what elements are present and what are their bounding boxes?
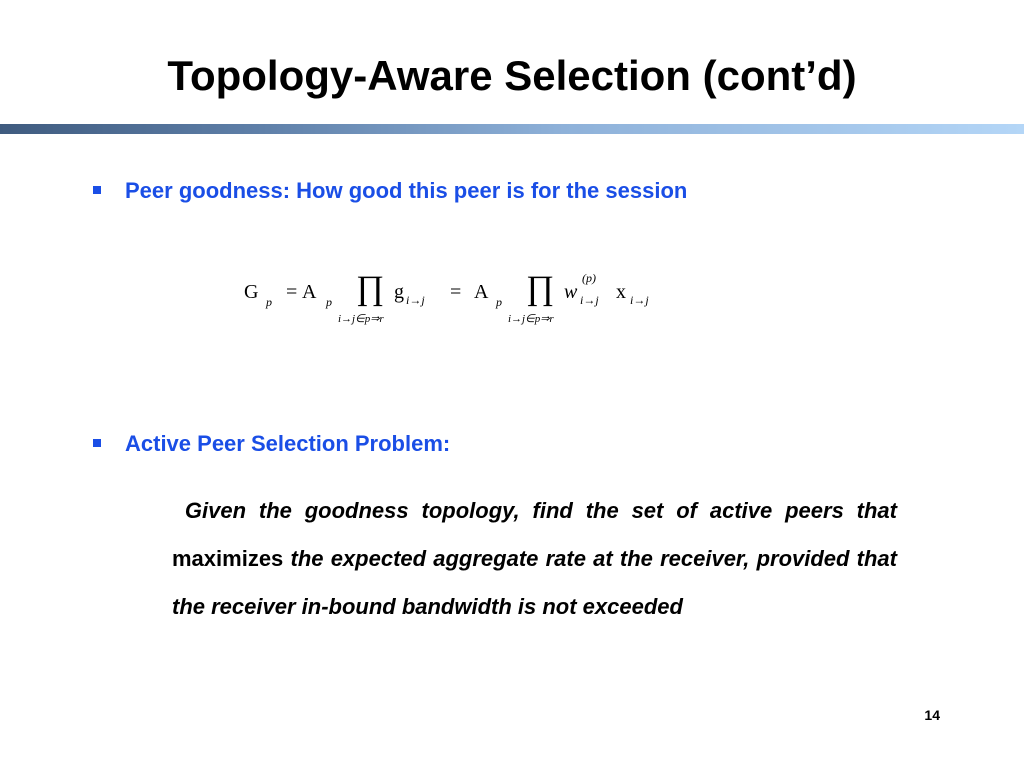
bullet-text: Peer goodness: How good this peer is for the session — [125, 178, 688, 203]
problem-text-part1: Given the goodness topology, find the set of active peers that — [184, 498, 897, 523]
formula-a2-sub: p — [496, 295, 502, 309]
goodness-formula — [238, 268, 698, 338]
bullet-text: Active Peer Selection Problem: — [125, 431, 451, 456]
formula-prod2-under: i→j∈p⇒r — [508, 313, 554, 325]
formula-w-sup: (p) — [582, 271, 596, 285]
formula-a1-sub: p — [326, 295, 332, 309]
formula-equals-1: = — [286, 281, 298, 303]
square-bullet-icon — [93, 186, 101, 194]
formula-a1: A — [302, 281, 317, 303]
page-number: 14 — [924, 707, 940, 723]
formula-prod1-under: i→j∈p⇒r — [338, 313, 384, 325]
title-underline-bar — [0, 124, 1024, 134]
problem-statement — [172, 487, 897, 631]
square-bullet-icon — [93, 439, 101, 447]
formula-a2: A — [474, 281, 489, 303]
formula-g-lower: g — [394, 281, 404, 303]
formula-x-sub: i→j — [630, 293, 649, 307]
problem-text-part3: the expected aggregate rate at the receiver, provided that the receiver in-bound bandwidth is not exceeded — [172, 546, 897, 619]
product-symbol-2: ∏ — [526, 270, 554, 307]
product-symbol-1: ∏ — [356, 270, 384, 307]
formula-g: G — [244, 281, 259, 303]
problem-text-part2: maximizes — [172, 546, 284, 571]
formula-equals-2: = — [450, 281, 462, 303]
slide-title: Topology-Aware Selection (cont’d) — [167, 52, 857, 99]
formula-w-sub: i→j — [580, 293, 599, 307]
formula-g-sub: p — [266, 295, 272, 309]
formula-x: x — [616, 281, 626, 303]
formula-g-lower-sub: i→j — [406, 293, 425, 307]
formula-w: w — [564, 281, 578, 303]
